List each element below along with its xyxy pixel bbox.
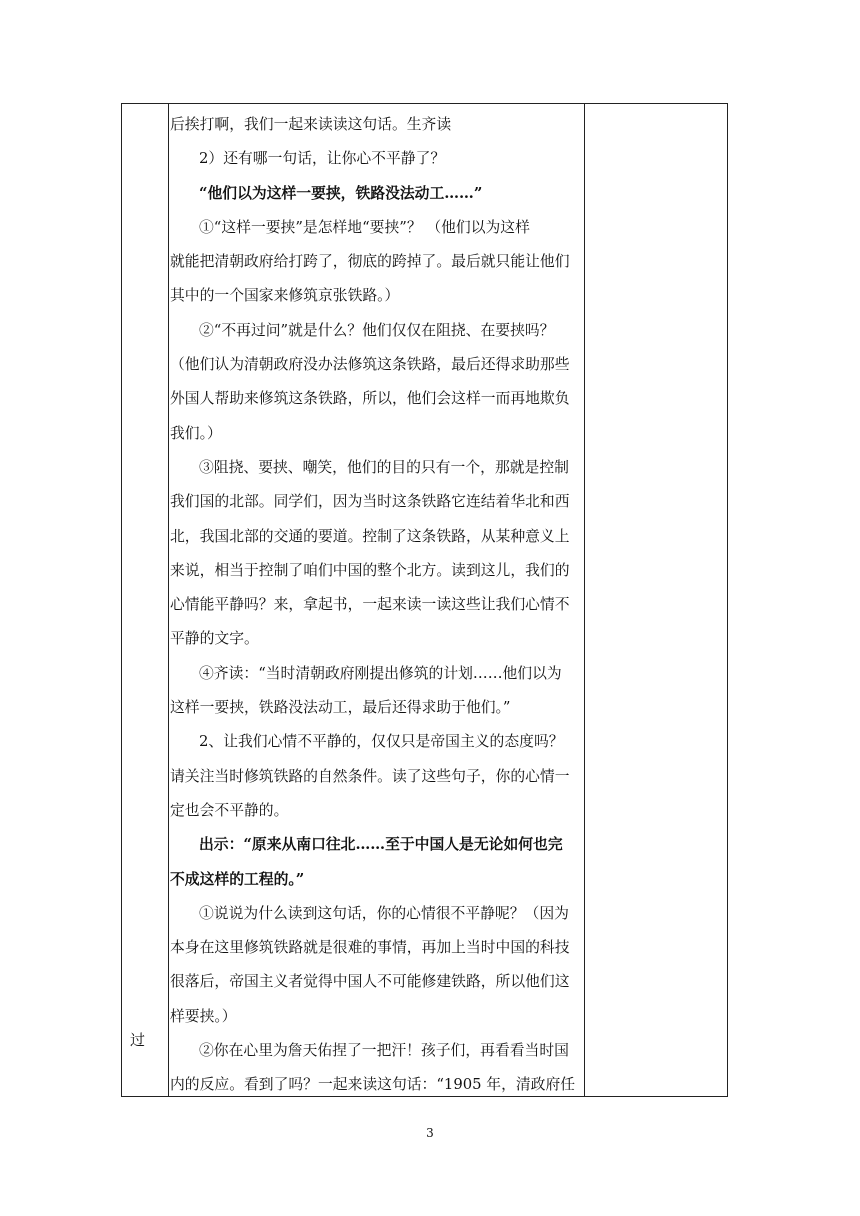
text-line: ③阻挠、要挟、嘲笑，他们的目的只有一个，那就是控制 [199, 458, 569, 476]
text-line: 我们。） [170, 424, 222, 442]
text-line: 定也会不平静的。 [170, 801, 289, 819]
text-line: 2）还有哪一句话，让你心不平静了？ [199, 150, 446, 168]
text-line: ④齐读：“当时清朝政府刚提出修筑的计划……他们以为 [199, 664, 562, 682]
text-line: ①“这样一要挟”是怎样地“要挟”？ （他们以为这样 [199, 218, 530, 236]
text-line: 样要挟。） [170, 1007, 237, 1025]
text-line: 外国人帮助来修筑这条铁路，所以，他们会这样一而再地欺负 [170, 390, 570, 408]
column-divider [168, 104, 169, 1096]
text-line: 很落后，帝国主义者觉得中国人不可能修建铁路，所以他们这 [170, 973, 570, 991]
page-number: 3 [426, 1126, 434, 1140]
lesson-content [170, 108, 582, 1103]
text-line: ②你在心里为詹天佑捏了一把汗！孩子们，再看看当时国 [199, 1042, 569, 1060]
text-line: 就能把清朝政府给打跨了，彻底的跨掉了。最后就只能让他们 [170, 253, 570, 271]
text-line: 本身在这里修筑铁路就是很难的事情，再加上当时中国的科技 [170, 939, 570, 957]
section-label: 过 [130, 1031, 146, 1049]
text-line: 后挨打啊，我们一起来读读这句话。生齐读 [170, 116, 452, 133]
text-line: ①说说为什么读到这句话，你的心情很不平静呢？（因为 [199, 904, 569, 922]
text-line: 内的反应。看到了吗？一起来读这句话：“1905 年，清政府任 [170, 1076, 576, 1094]
column-divider [584, 104, 585, 1096]
text-line: 这样一要挟，铁路没法动工，最后还得求助于他们。” [170, 699, 511, 717]
text-line: （他们认为清朝政府没办法修筑这条铁路，最后还得求助那些 [170, 356, 570, 374]
text-line: ②“不再过问”就是什么？他们仅仅在阻挠、在要挟吗？ [199, 321, 555, 339]
text-line: 心情能平静吗？来，拿起书，一起来读一读这些让我们心情不 [170, 596, 570, 614]
lesson-plan-table [121, 103, 728, 1097]
text-line: 请关注当时修筑铁路的自然条件。读了这些句子，你的心情一 [170, 767, 570, 785]
text-line: 2、让我们心情不平静的，仅仅只是帝国主义的态度吗？ [199, 733, 564, 751]
text-line: 我们国的北部。同学们，因为当时这条铁路它连结着华北和西 [170, 493, 570, 511]
text-line: 平静的文字。 [170, 630, 259, 648]
text-line: 不成这样的工程的。” [170, 870, 305, 888]
text-line: 出示：“原来从南口往北……至于中国人是无论如何也完 [199, 836, 563, 854]
text-line: 其中的一个国家来修筑京张铁路。） [170, 287, 400, 305]
text-line: 来说，相当于控制了咱们中国的整个北方。读到这儿，我们的 [170, 561, 570, 579]
text-line: “他们以为这样一要挟，铁路没法动工……” [199, 184, 483, 202]
text-line: 北，我国北部的交通的要道。控制了这条铁路，从某种意义上 [170, 527, 570, 545]
